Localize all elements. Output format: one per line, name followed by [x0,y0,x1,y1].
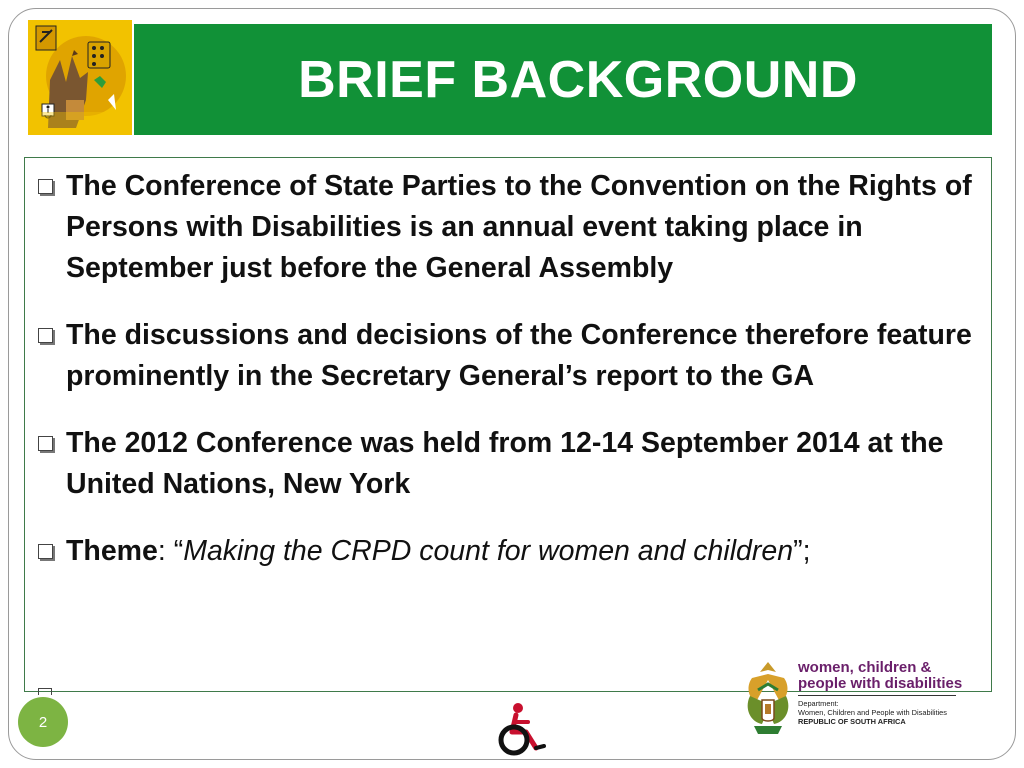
bullet-item [36,315,981,397]
bullet-square-icon [38,179,53,194]
page-number: 2 [38,713,48,731]
department-logo [742,660,967,740]
slide-title: BRIEF BACKGROUND [298,50,858,109]
bullet-item [36,166,981,289]
theme-colon: : “ [157,535,184,567]
coat-of-arms-icon [742,660,794,738]
empty-bullet-square-icon [38,688,52,695]
bullet-text: The 2012 Conference was held from 12-14 September 2014 at the United Nations, New York [66,427,944,500]
theme-close: ”; [793,535,811,567]
bullet-item [36,423,981,505]
bullet-text: The discussions and decisions of the Conference therefore feature prominently in the Secretary General’s report to the GA [66,319,972,392]
bullet-square-icon [38,544,53,559]
bullet-list [36,166,981,598]
bullet-item-theme [36,531,981,572]
wheelchair-icon [496,700,548,758]
department-name: women, children & people with disabilities [798,659,963,692]
theme-label: Theme [66,535,158,567]
bullet-square-icon [38,436,53,451]
bullet-square-icon [38,328,53,343]
page-number-badge [18,697,68,747]
department-rule [798,695,956,696]
bullet-text: The Conference of State Parties to the Convention on the Rights of Persons with Disabilities is an annual event taking place in September just before the General Assembly [66,170,972,284]
department-details: Department: Women, Children and People with Disabilities REPUBLIC OF SOUTH AFRICA [798,699,947,726]
theme-text: Making the CRPD count for women and children [183,535,794,567]
disability-collage-logo [28,20,132,135]
